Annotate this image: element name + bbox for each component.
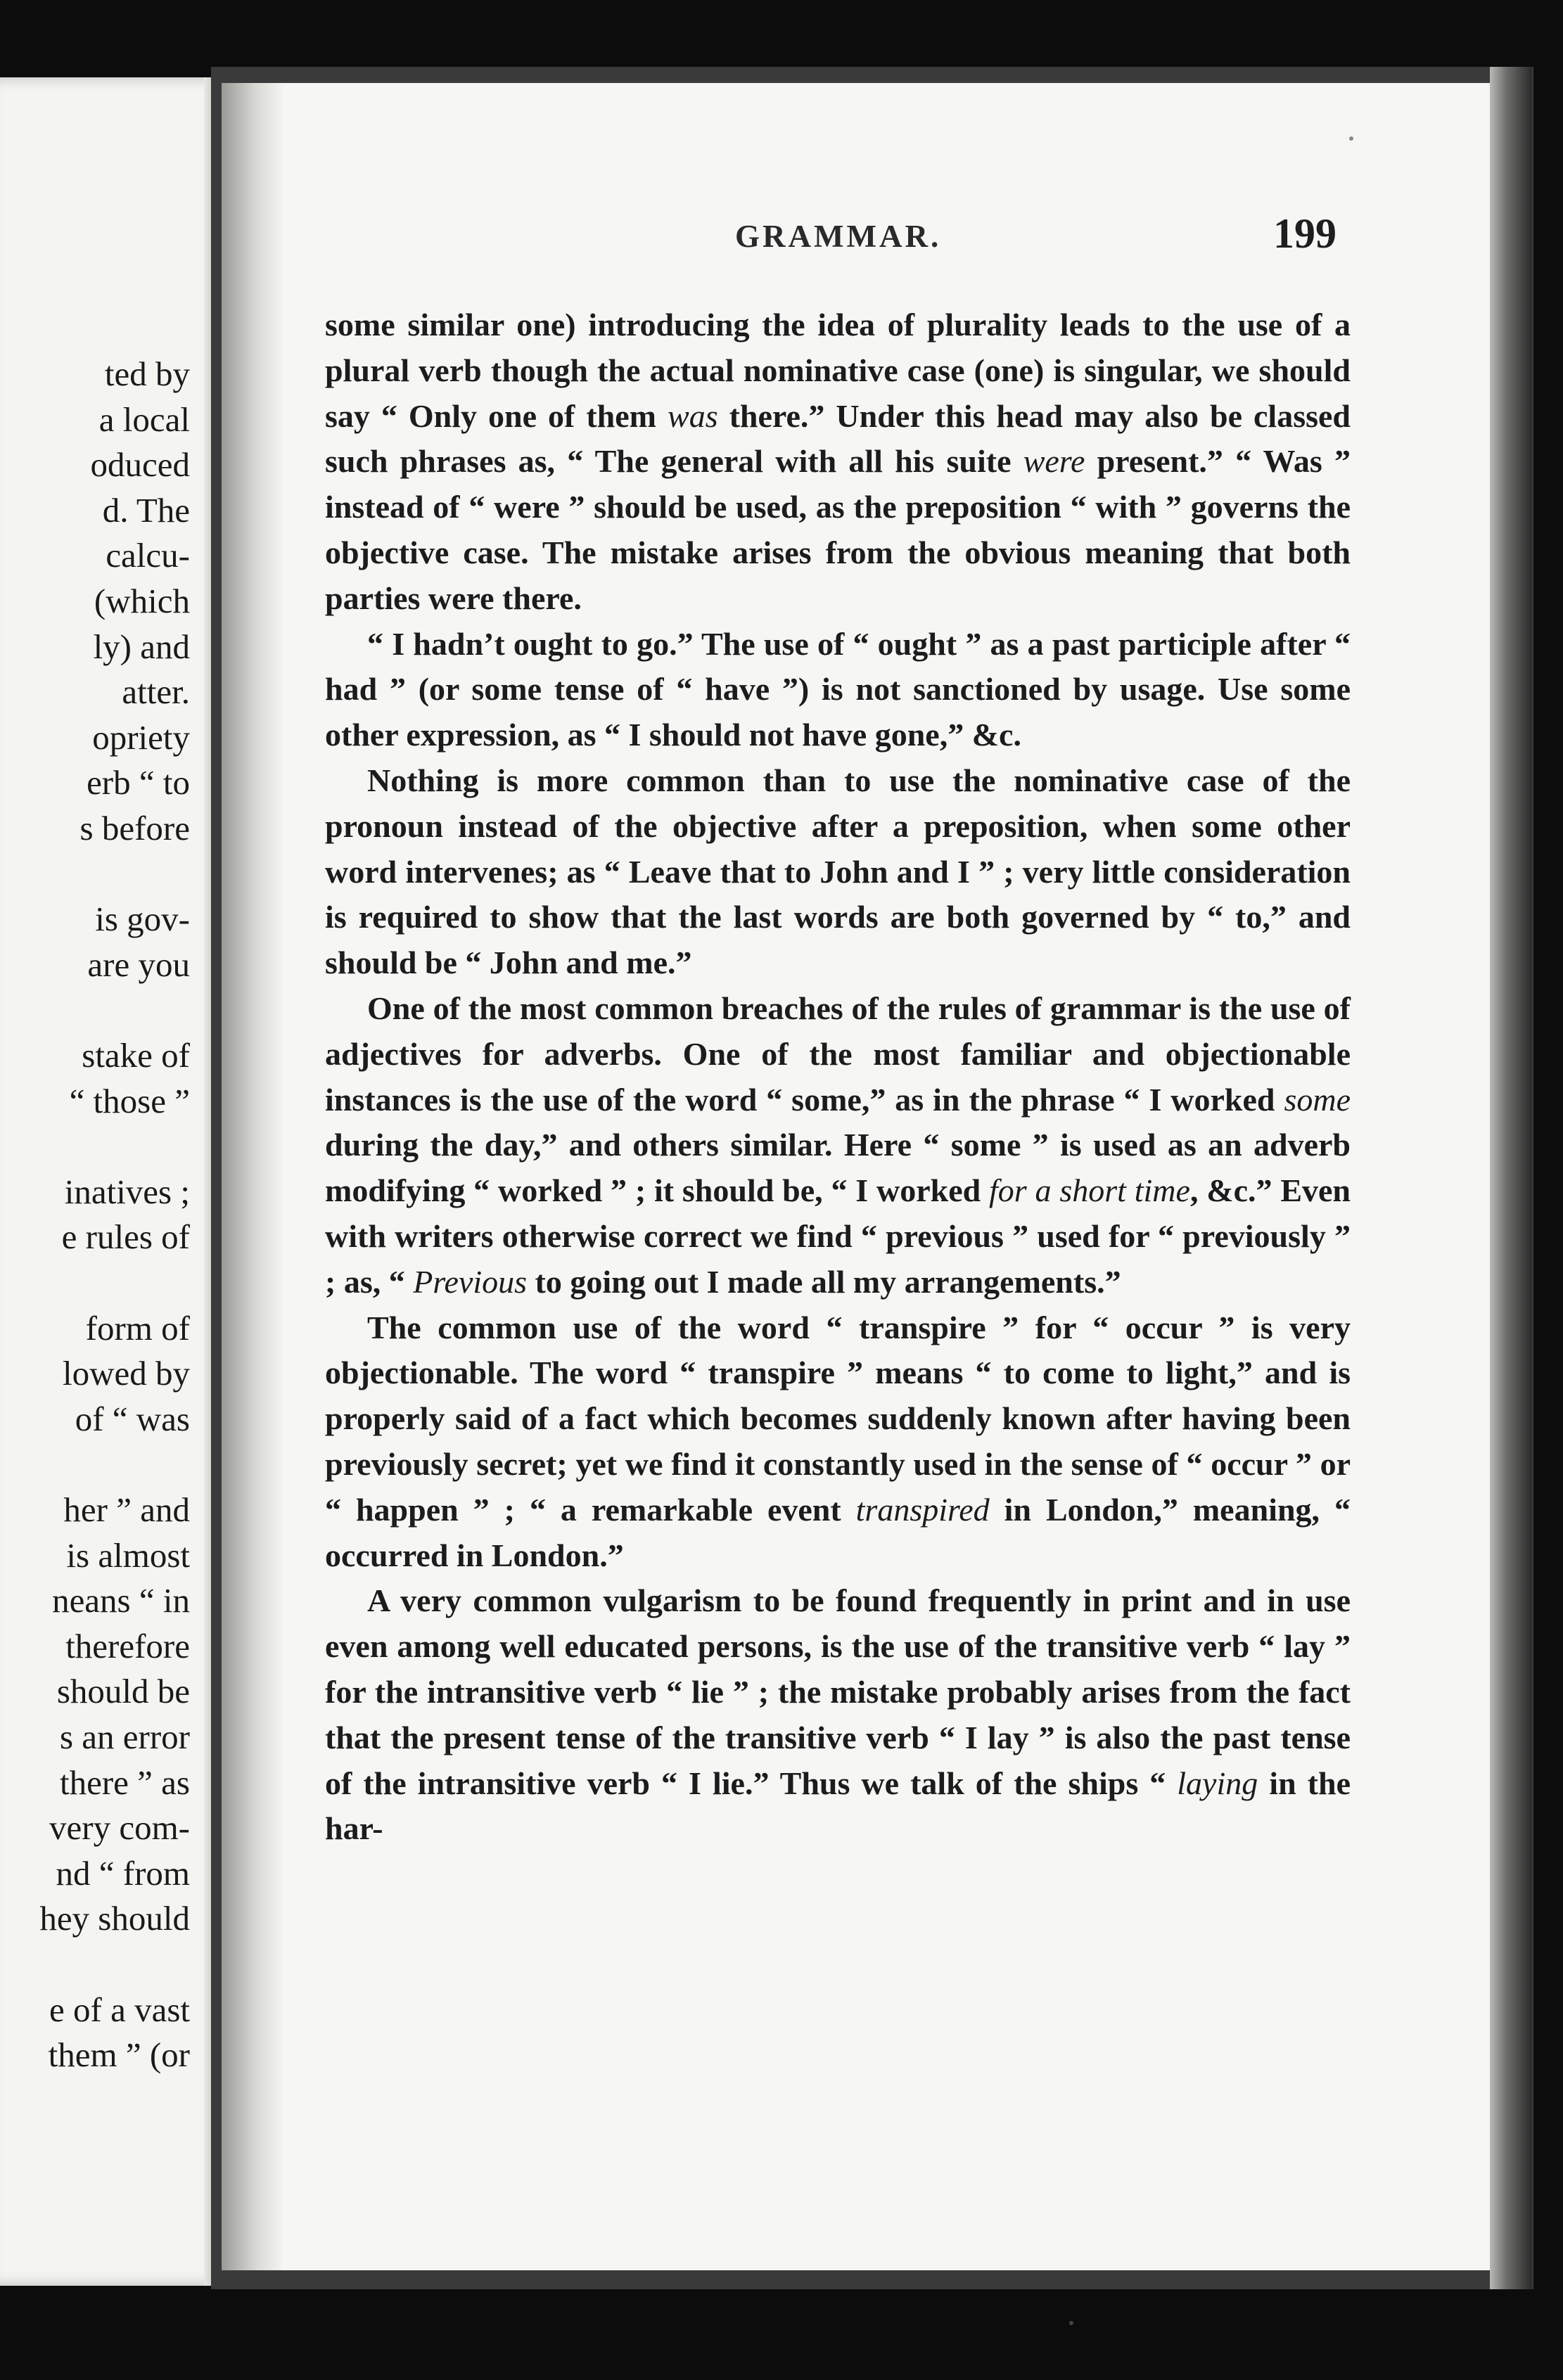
text-run: Nothing is more common than to use the nominative case of the pronoun instead of the objective after a preposition, when some other word intervenes; as “ Leave that to John and I ” ; very little consideration is required to show that the last words are both governed by “ to,” and should be “ John and me.” xyxy=(325,762,1351,981)
italic-text: were xyxy=(1023,443,1085,480)
left-page-line: them ” (or xyxy=(48,2035,190,2075)
page-edge xyxy=(1490,67,1532,2289)
text-run: present.” “ Was ” instead of “ were ” should be used, as the preposition “ with ” governs the objective case. The mistake arises from the obvious meaning that both parties were there. xyxy=(325,443,1351,616)
left-page-line: very com- xyxy=(49,1808,190,1848)
left-page-line: oduced xyxy=(90,445,190,485)
italic-text: for a short time xyxy=(989,1172,1190,1209)
left-page-line: s an error xyxy=(59,1717,190,1756)
print-speck xyxy=(1349,136,1353,141)
left-page-line: erb “ to xyxy=(87,763,190,802)
text-run: during the day,” and others similar. Here “ some ” is used as an adverb modifying “ worked ” ; it should be, “ I worked xyxy=(325,1127,1351,1209)
left-page-line: e rules of xyxy=(61,1217,190,1257)
left-page-line: lowed by xyxy=(63,1354,190,1393)
left-page-line: nd “ from xyxy=(56,1853,190,1893)
left-page-line: form of xyxy=(85,1308,190,1348)
left-page-line: inatives ; xyxy=(64,1172,190,1211)
italic-text: some xyxy=(1284,1081,1351,1118)
left-page-line: s before xyxy=(79,809,190,847)
body-text xyxy=(325,302,1351,1852)
left-page-line: therefore xyxy=(65,1626,190,1665)
left-page-line: neans “ in xyxy=(52,1581,190,1620)
paragraph xyxy=(325,1305,1351,1579)
text-run: A very common vulgarism to be found frequently in print and in use even among well educated persons, is the use of the transitive verb “ lay ” for the intransitive verb “ lie ” ; the mistake probably arises from the fact that the present tense of the transitive verb “ I lay ” is also the past tense of the intransitive verb “ I lie.” Thus we talk of the ships “ xyxy=(325,1582,1351,1801)
left-page-line: e of a vast xyxy=(49,1990,190,2029)
left-page-line: of “ was xyxy=(75,1399,190,1438)
paragraph xyxy=(325,622,1351,758)
left-page-line: ly) and xyxy=(93,627,190,666)
text-run: some similar one) introducing the idea of plurality leads to the use of a plural verb though the actual nominative case (one) is singular, we should say “ Only one of them xyxy=(325,307,1351,434)
left-page-line: there ” as xyxy=(60,1762,190,1802)
left-page-line: her ” and xyxy=(63,1490,190,1529)
text-run: “ I hadn’t ought to go.” The use of “ ought ” as a past participle after “ had ” (or some tense of “ have ”) is not sanctioned by usage. Use some other expression, as “ I should not have gone,” &c. xyxy=(325,625,1351,753)
left-page-line: (which xyxy=(94,582,190,620)
italic-text: transpired xyxy=(855,1491,990,1528)
text-run: to going out I made all my arrangements.” xyxy=(527,1263,1121,1300)
running-header: GRAMMAR. xyxy=(735,219,942,254)
left-page-line: opriety xyxy=(92,717,190,757)
italic-text: laying xyxy=(1177,1765,1258,1801)
print-speck xyxy=(1069,2321,1073,2325)
text-run: there.” Under this head may also be classed such phrases as, “ The general with all his suite xyxy=(325,397,1351,480)
left-page-line: a local xyxy=(98,399,190,439)
text-run: One of the most common breaches of the rules of grammar is the use of adjectives for adverbs. One of the most familiar and objectionable instances is the use of the word “ some,” as in the phrase “ I worked xyxy=(325,990,1351,1118)
text-run: in London,” meaning, “ occurred in London.” xyxy=(325,1491,1351,1573)
left-page-line: calcu- xyxy=(106,536,190,575)
page-number: 199 xyxy=(1273,210,1336,257)
left-page-line: should be xyxy=(56,1672,190,1711)
left-page-line: d. The xyxy=(102,490,190,530)
left-page-line: stake of xyxy=(82,1036,190,1075)
left-page-line: are you xyxy=(87,945,190,984)
italic-text: Previous xyxy=(413,1263,528,1300)
inner-gutter xyxy=(222,83,285,2270)
left-page-line: ted by xyxy=(104,354,190,393)
left-page-line: is almost xyxy=(66,1535,190,1575)
left-page-line: is gov- xyxy=(95,900,190,939)
left-page-line: hey should xyxy=(39,1899,190,1938)
text-run: The common use of the word “ transpire ” for “ occur ” is very objectionable. The word “ transpire ” means “ to come to light,” and is properly said of a fact which becomes suddenly known after having been previously secret; yet we find it constantly used in the sense of “ occur ” or “ happen ” ; “ a remarkable event xyxy=(325,1309,1351,1528)
italic-text: was xyxy=(668,397,718,434)
left-page-line: “ those ” xyxy=(69,1081,190,1120)
paragraph xyxy=(325,302,1351,622)
paragraph xyxy=(325,986,1351,1305)
paragraph xyxy=(325,1578,1351,1852)
text-run: in the har- xyxy=(325,1765,1351,1847)
text-run: , &c.” Even with writers otherwise correct we find “ previous ” used for “ previously ” ; as, “ xyxy=(325,1172,1351,1300)
paragraph xyxy=(325,758,1351,986)
left-page-line: atter. xyxy=(122,672,190,712)
